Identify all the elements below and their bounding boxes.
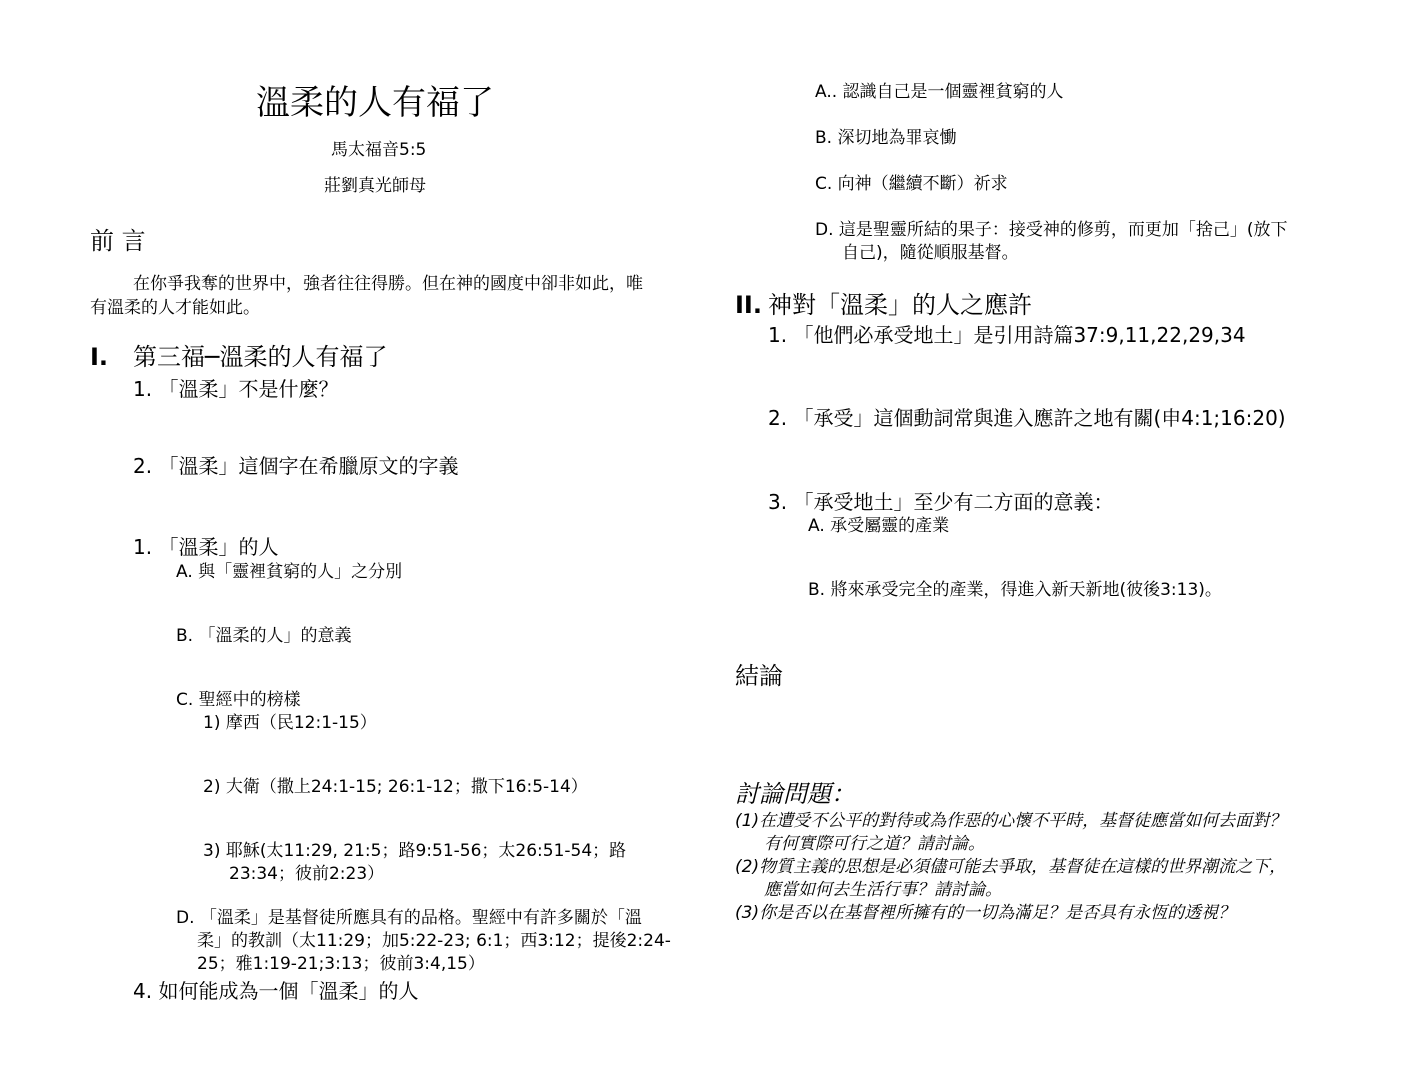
- section-1-sub-a: A. 與「靈裡貧窮的人」之分別: [176, 562, 403, 582]
- author-name: 莊劉真光師母: [324, 176, 426, 196]
- section-1-heading: 第三福─溫柔的人有福了: [133, 343, 388, 371]
- page-title: 溫柔的人有福了: [256, 83, 494, 123]
- conclusion-heading: 結論: [735, 662, 783, 690]
- section-2-sub-b: B. 將來承受完全的產業，得進入新天新地(彼後3:13)。: [808, 580, 1222, 600]
- discussion-heading: 討論問題：: [735, 780, 855, 808]
- intro-heading: 前 言: [90, 227, 146, 255]
- section-1-item: 2. 「溫柔」這個字在希臘原文的字義: [133, 454, 459, 478]
- intro-line: 有溫柔的人才能如此。: [90, 298, 260, 318]
- example-item: 3) 耶穌(太11:29, 21:5；路9:51-56；太26:51-54；路: [203, 841, 627, 861]
- section-1-sub-b: B. 「溫柔的人」的意義: [176, 626, 352, 646]
- discussion-question: (3)你是否以在基督裡所擁有的一切為滿足？是否具有永恆的透視？: [735, 903, 1236, 923]
- intro-line: 在你爭我奪的世界中，強者往往得勝。但在神的國度中卻非如此，唯: [133, 274, 643, 294]
- example-item-continued: 23:34；彼前2:23）: [229, 864, 385, 884]
- section-1-sub-c: C. 聖經中的榜樣: [176, 690, 301, 710]
- section-2-item: 2. 「承受」這個動詞常與進入應許之地有關(申4:1;16:20): [768, 406, 1286, 430]
- section-1-item-4: 4. 如何能成為一個「溫柔」的人: [133, 979, 419, 1003]
- right-list-d: 自己)，隨從順服基督。: [842, 243, 1019, 263]
- discussion-question: 應當如何去生活行事？請討論。: [764, 880, 1002, 900]
- discussion-question: (1)在遭受不公平的對待或為作惡的心懷不平時，基督徒應當如何去面對？: [735, 811, 1287, 831]
- example-item: 2) 大衛（撒上24:1-15; 26:1-12；撒下16:5-14）: [203, 777, 588, 797]
- right-list-d: D. 這是聖靈所結的果子：接受神的修剪，而更加「捨己」(放下: [815, 220, 1288, 240]
- section-2-item: 1. 「他們必承受地土」是引用詩篇37:9,11,22,29,34: [768, 323, 1246, 347]
- section-1-item: 1. 「溫柔」的人: [133, 535, 279, 559]
- section-2-sub-a: A. 承受屬靈的產業: [808, 516, 950, 536]
- section-2-heading: 神對「溫柔」的人之應許: [768, 291, 1032, 319]
- section-1-sub-d: 25；雅1:19-21;3:13；彼前3:4,15）: [197, 954, 485, 974]
- discussion-question: 有何實際可行之道？請討論。: [764, 834, 985, 854]
- section-1-sub-d: D. 「溫柔」是基督徒所應具有的品格。聖經中有許多關於「溫: [176, 908, 642, 928]
- right-list-a: A.. 認識自己是一個靈裡貧窮的人: [815, 82, 1064, 102]
- section-2-item: 3. 「承受地土」至少有二方面的意義：: [768, 490, 1114, 514]
- section-2-number: II.: [735, 291, 762, 319]
- discussion-question: (2)物質主義的思想是必須儘可能去爭取，基督徒在這樣的世界潮流之下，: [735, 857, 1287, 877]
- section-1-item: 1. 「溫柔」不是什麼？: [133, 377, 339, 401]
- section-1-sub-d: 柔」的教訓（太11:29；加5:22-23; 6:1；西3:12；提後2:24-: [197, 931, 671, 951]
- right-list-b: B. 深切地為罪哀慟: [815, 128, 957, 148]
- section-1-number: I.: [90, 343, 109, 371]
- example-item: 1) 摩西（民12:1-15）: [203, 713, 377, 733]
- scripture-reference: 馬太福音5:5: [331, 140, 427, 160]
- right-list-c: C. 向神（繼續不斷）祈求: [815, 174, 1008, 194]
